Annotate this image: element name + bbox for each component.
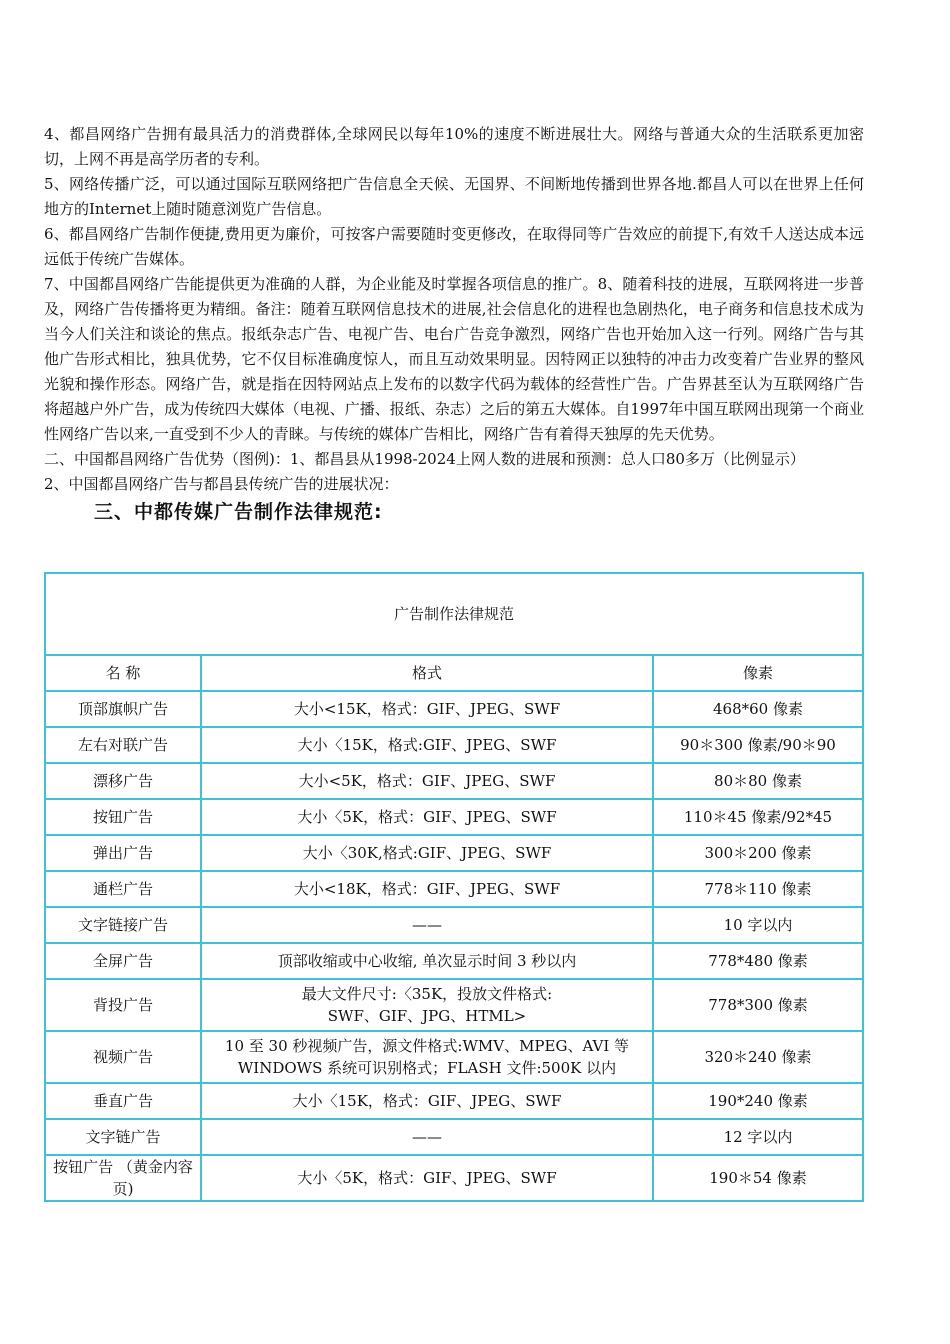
cell-name: 背投广告 <box>45 979 201 1031</box>
header-name: 名 称 <box>45 655 201 691</box>
cell-pixels: 778*480 像素 <box>653 943 863 979</box>
table-row <box>45 907 863 943</box>
cell-name: 漂移广告 <box>45 763 201 799</box>
cell-pixels: 190＊54 像素 <box>653 1155 863 1201</box>
table-row <box>45 1119 863 1155</box>
cell-format: 大小〈15K，格式:GIF、JPEG、SWF <box>201 727 653 763</box>
paragraph-4: 4、都昌网络广告拥有最具活力的消费群体,全球网民以每年10%的速度不断进展壮大。网络与普通大众的生活联系更加密切，上网不再是高学历者的专利。 <box>44 125 864 168</box>
paragraph-6: 6、都昌网络广告制作便捷,费用更为廉价，可按客户需要随时变更修改，在取得同等广告效应的前提下,有效千人送达成本远远低于传统广告媒体。 <box>44 225 864 268</box>
cell-name: 文字链广告 <box>45 1119 201 1155</box>
cell-pixels: 778＊110 像素 <box>653 871 863 907</box>
cell-format: 大小<5K，格式：GIF、JPEG、SWF <box>201 763 653 799</box>
table-row <box>45 871 863 907</box>
table-row <box>45 727 863 763</box>
table-row <box>45 943 863 979</box>
cell-name: 左右对联广告 <box>45 727 201 763</box>
cell-format: 大小〈30K,格式:GIF、JPEG、SWF <box>201 835 653 871</box>
cell-format: 大小〈5K，格式：GIF、JPEG、SWF <box>201 1155 653 1201</box>
paragraph-5: 5、网络传播广泛，可以通过国际互联网络把广告信息全天候、无国界、不间断地传播到世界各地.都昌人可以在世界上任何地方的Internet上随时随意浏览广告信息。 <box>44 175 864 218</box>
cell-name: 垂直广告 <box>45 1083 201 1119</box>
paragraph-7: 7、中国都昌网络广告能提供更为准确的人群，为企业能及时掌握各项信息的推广。8、随着科技的进展，互联网将进一步普及，网络广告传播将更为精细。备注：随着互联网信息技术的进展,社会信息化的进程也急剧热化，电子商务和信息技术成为当今人们关注和谈论的焦点。报纸杂志广告、电视广告、电台广告竞争激烈，网络广告也开始加入这一行列。网络广告与其他广告形式相比，独具优势，它不仅目标准确度惊人，而且互动效果明显。因特网正以独特的冲击力改变着广告业界的整风光貌和操作形态。网络广告，就是指在因特网站点上发布的以数字代码为载体的经营性广告。广告界甚至认为互联网络广告将超越户外广告，成为传统四大媒体（电视、广播、报纸、杂志）之后的第五大媒体。自1997年中国互联网出现第一个商业性网络广告以来,一直受到不少人的青睐。与传统的媒体广告相比，网络广告有着得天独厚的先天优势。 <box>44 275 864 443</box>
header-pixels: 像素 <box>653 655 863 691</box>
document-body <box>44 122 864 525</box>
paragraph-status: 2、中国都昌网络广告与都昌县传统广告的进展状况： <box>44 475 399 493</box>
cell-name: 按钮广告 （黄金内容页) <box>45 1155 201 1201</box>
cell-format: 大小<15K，格式：GIF、JPEG、SWF <box>201 691 653 727</box>
cell-format: 大小〈5K，格式：GIF、JPEG、SWF <box>201 799 653 835</box>
table-row <box>45 763 863 799</box>
table-title-row <box>45 573 863 655</box>
cell-format: 最大文件尺寸:〈35K，投放文件格式: SWF、GIF、JPG、HTML> <box>201 979 653 1031</box>
ad-spec-table <box>44 572 864 1202</box>
table-row <box>45 835 863 871</box>
cell-pixels: 300＊200 像素 <box>653 835 863 871</box>
cell-name: 视频广告 <box>45 1031 201 1083</box>
cell-format: 10 至 30 秒视频广告，源文件格式:WMV、MPEG、AVI 等 WINDOWS 系统可识别格式；FLASH 文件:500K 以内 <box>201 1031 653 1083</box>
cell-name: 弹出广告 <box>45 835 201 871</box>
cell-pixels: 320＊240 像素 <box>653 1031 863 1083</box>
table-row <box>45 1155 863 1201</box>
cell-name: 通栏广告 <box>45 871 201 907</box>
paragraph-advantages: 二、中国都昌网络广告优势（图例)：1、都昌县从1998-2024上网人数的进展和预测：总人口80多万（比例显示） <box>44 450 805 468</box>
cell-format: —— <box>201 1119 653 1155</box>
cell-pixels: 468*60 像素 <box>653 691 863 727</box>
cell-name: 按钮广告 <box>45 799 201 835</box>
table-row <box>45 799 863 835</box>
cell-pixels: 90＊300 像素/90＊90 <box>653 727 863 763</box>
cell-pixels: 10 字以内 <box>653 907 863 943</box>
table-title: 广告制作法律规范 <box>45 573 863 655</box>
cell-format: 大小<18K，格式：GIF、JPEG、SWF <box>201 871 653 907</box>
table-header-row <box>45 655 863 691</box>
cell-name: 全屏广告 <box>45 943 201 979</box>
cell-pixels: 778*300 像素 <box>653 979 863 1031</box>
cell-format: 大小〈15K，格式：GIF、JPEG、SWF <box>201 1083 653 1119</box>
table-row <box>45 1083 863 1119</box>
table-row <box>45 1031 863 1083</box>
table-row <box>45 691 863 727</box>
cell-name: 文字链接广告 <box>45 907 201 943</box>
table-row <box>45 979 863 1031</box>
cell-format: 顶部收缩或中心收缩, 单次显示时间 3 秒以内 <box>201 943 653 979</box>
cell-pixels: 80＊80 像素 <box>653 763 863 799</box>
cell-pixels: 12 字以内 <box>653 1119 863 1155</box>
cell-name: 顶部旗帜广告 <box>45 691 201 727</box>
cell-pixels: 110＊45 像素/92*45 <box>653 799 863 835</box>
cell-pixels: 190*240 像素 <box>653 1083 863 1119</box>
header-format: 格式 <box>201 655 653 691</box>
section-heading: 三、中都传媒广告制作法律规范: <box>94 501 383 523</box>
cell-format: —— <box>201 907 653 943</box>
